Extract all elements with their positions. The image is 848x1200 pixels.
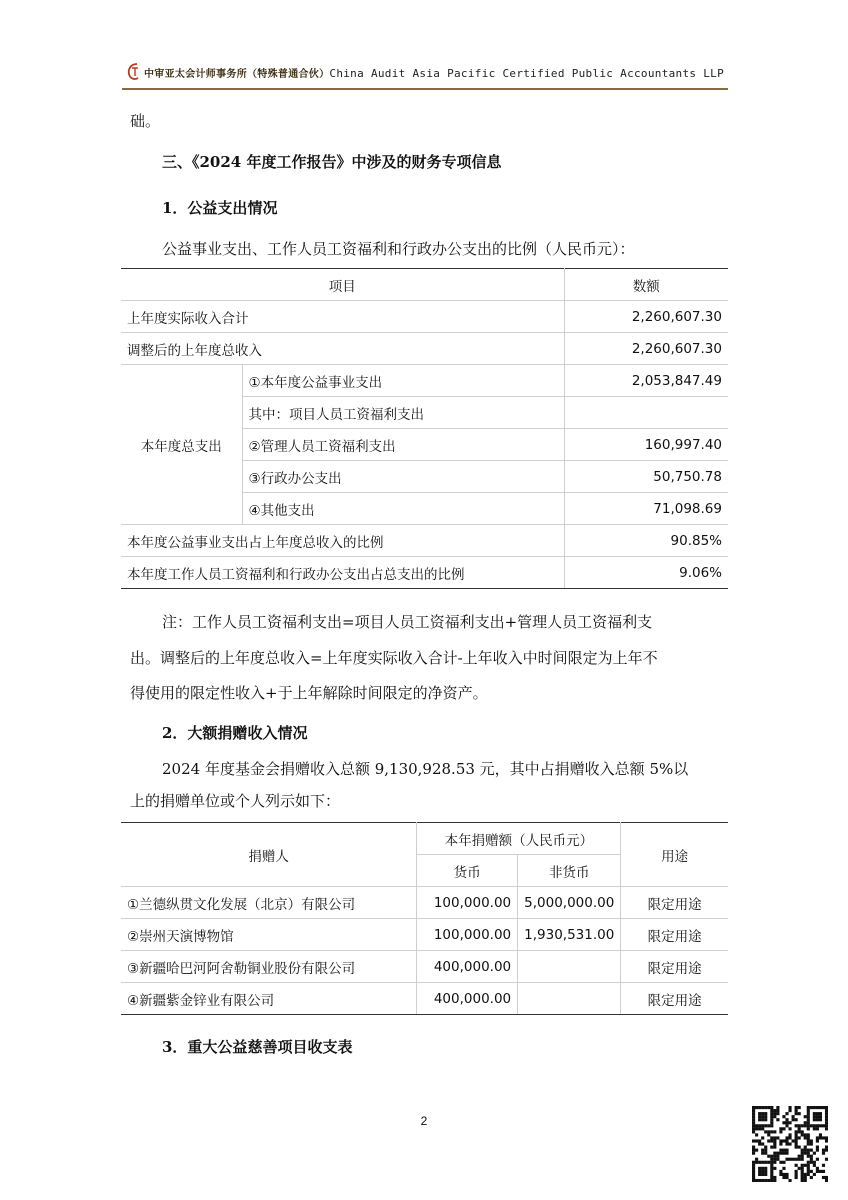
row-label: ②管理人员工资福利支出	[242, 429, 564, 461]
donor-name: ④新疆紫金锌业有限公司	[121, 983, 417, 1015]
header-use: 用途	[621, 823, 728, 887]
row-value: 2,260,607.30	[564, 333, 728, 365]
use-value: 限定用途	[621, 951, 728, 983]
use-value: 限定用途	[621, 983, 728, 1015]
table-row	[121, 983, 728, 1015]
donor-name: ①兰德纵贯文化发展（北京）有限公司	[121, 887, 417, 919]
firm-name-en: China Audit Asia Pacific Certified Public Accountants LLP	[329, 67, 724, 80]
cash-value: 100,000.00	[417, 887, 518, 919]
noncash-value	[518, 951, 621, 983]
row-value: 90.85%	[564, 525, 728, 557]
header-item: 项目	[121, 269, 564, 301]
row-label: ①本年度公益事业支出	[242, 365, 564, 397]
table-header-row	[121, 823, 728, 855]
header-donation-amount: 本年捐赠额（人民币元）	[417, 823, 621, 855]
table-row	[121, 333, 728, 365]
firm-name	[144, 65, 724, 80]
row-value	[564, 397, 728, 429]
paragraph-continuation: 础。	[130, 112, 161, 130]
cash-value: 400,000.00	[417, 983, 518, 1015]
page-number: 2	[420, 1114, 428, 1128]
note-line-2: 出。调整后的上年度总收入=上年度实际收入合计-上年收入中时间限定为上年不	[130, 649, 658, 667]
large-donations-table	[121, 822, 728, 1015]
public-welfare-expenditure-table	[121, 268, 728, 589]
row-label: ④其他支出	[242, 493, 564, 525]
note-line-1: 注：工作人员工资福利支出=项目人员工资福利支出+管理人员工资福利支	[162, 613, 653, 631]
use-value: 限定用途	[621, 919, 728, 951]
row-label: 其中：项目人员工资福利支出	[242, 397, 564, 429]
noncash-value	[518, 983, 621, 1015]
group-label-total-expenditure: 本年度总支出	[121, 365, 242, 525]
subsection-title-2: 2．大额捐赠收入情况	[162, 724, 308, 742]
table-row	[121, 365, 728, 397]
table-row	[121, 887, 728, 919]
header-donor: 捐赠人	[121, 823, 417, 887]
row-value: 50,750.78	[564, 461, 728, 493]
page-header	[122, 62, 728, 90]
donor-name: ③新疆哈巴河阿舍勒铜业股份有限公司	[121, 951, 417, 983]
header-cash: 货币	[417, 855, 518, 887]
row-value: 160,997.40	[564, 429, 728, 461]
row-value: 2,260,607.30	[564, 301, 728, 333]
table-row	[121, 557, 728, 589]
donation-line-1: 2024 年度基金会捐赠收入总额 9,130,928.53 元，其中占捐赠收入总额 5%以	[162, 760, 689, 778]
row-label: 本年度工作人员工资福利和行政办公支出占总支出的比例	[121, 557, 564, 589]
row-value: 71,098.69	[564, 493, 728, 525]
table-row	[121, 919, 728, 951]
donation-line-2: 上的捐赠单位或个人列示如下：	[130, 792, 341, 810]
table-header-row	[121, 269, 728, 301]
header-amount: 数额	[564, 269, 728, 301]
firm-name-cn: 中审亚太会计师事务所（特殊普通合伙）	[144, 69, 330, 80]
header-noncash: 非货币	[518, 855, 621, 887]
table1-intro: 公益事业支出、工作人员工资福利和行政办公支出的比例（人民币元）：	[162, 240, 635, 258]
donor-name: ②崇州天演博物馆	[121, 919, 417, 951]
table-row	[121, 301, 728, 333]
qr-code-icon	[752, 1106, 828, 1182]
table-row	[121, 525, 728, 557]
table-row	[121, 951, 728, 983]
noncash-value: 1,930,531.00	[518, 919, 621, 951]
row-label: 调整后的上年度总收入	[121, 333, 564, 365]
row-label: 上年度实际收入合计	[121, 301, 564, 333]
row-value: 2,053,847.49	[564, 365, 728, 397]
note-line-3: 得使用的限定性收入+于上年解除时间限定的净资产。	[130, 684, 488, 702]
row-label: 本年度公益事业支出占上年度总收入的比例	[121, 525, 564, 557]
firm-logo-icon	[126, 62, 142, 82]
noncash-value: 5,000,000.00	[518, 887, 621, 919]
section-title: 三、《2024 年度工作报告》中涉及的财务专项信息	[162, 153, 502, 171]
cash-value: 400,000.00	[417, 951, 518, 983]
row-value: 9.06%	[564, 557, 728, 589]
subsection-title-1: 1．公益支出情况	[162, 199, 278, 217]
use-value: 限定用途	[621, 887, 728, 919]
cash-value: 100,000.00	[417, 919, 518, 951]
row-label: ③行政办公支出	[242, 461, 564, 493]
subsection-title-3: 3．重大公益慈善项目收支表	[162, 1038, 353, 1056]
